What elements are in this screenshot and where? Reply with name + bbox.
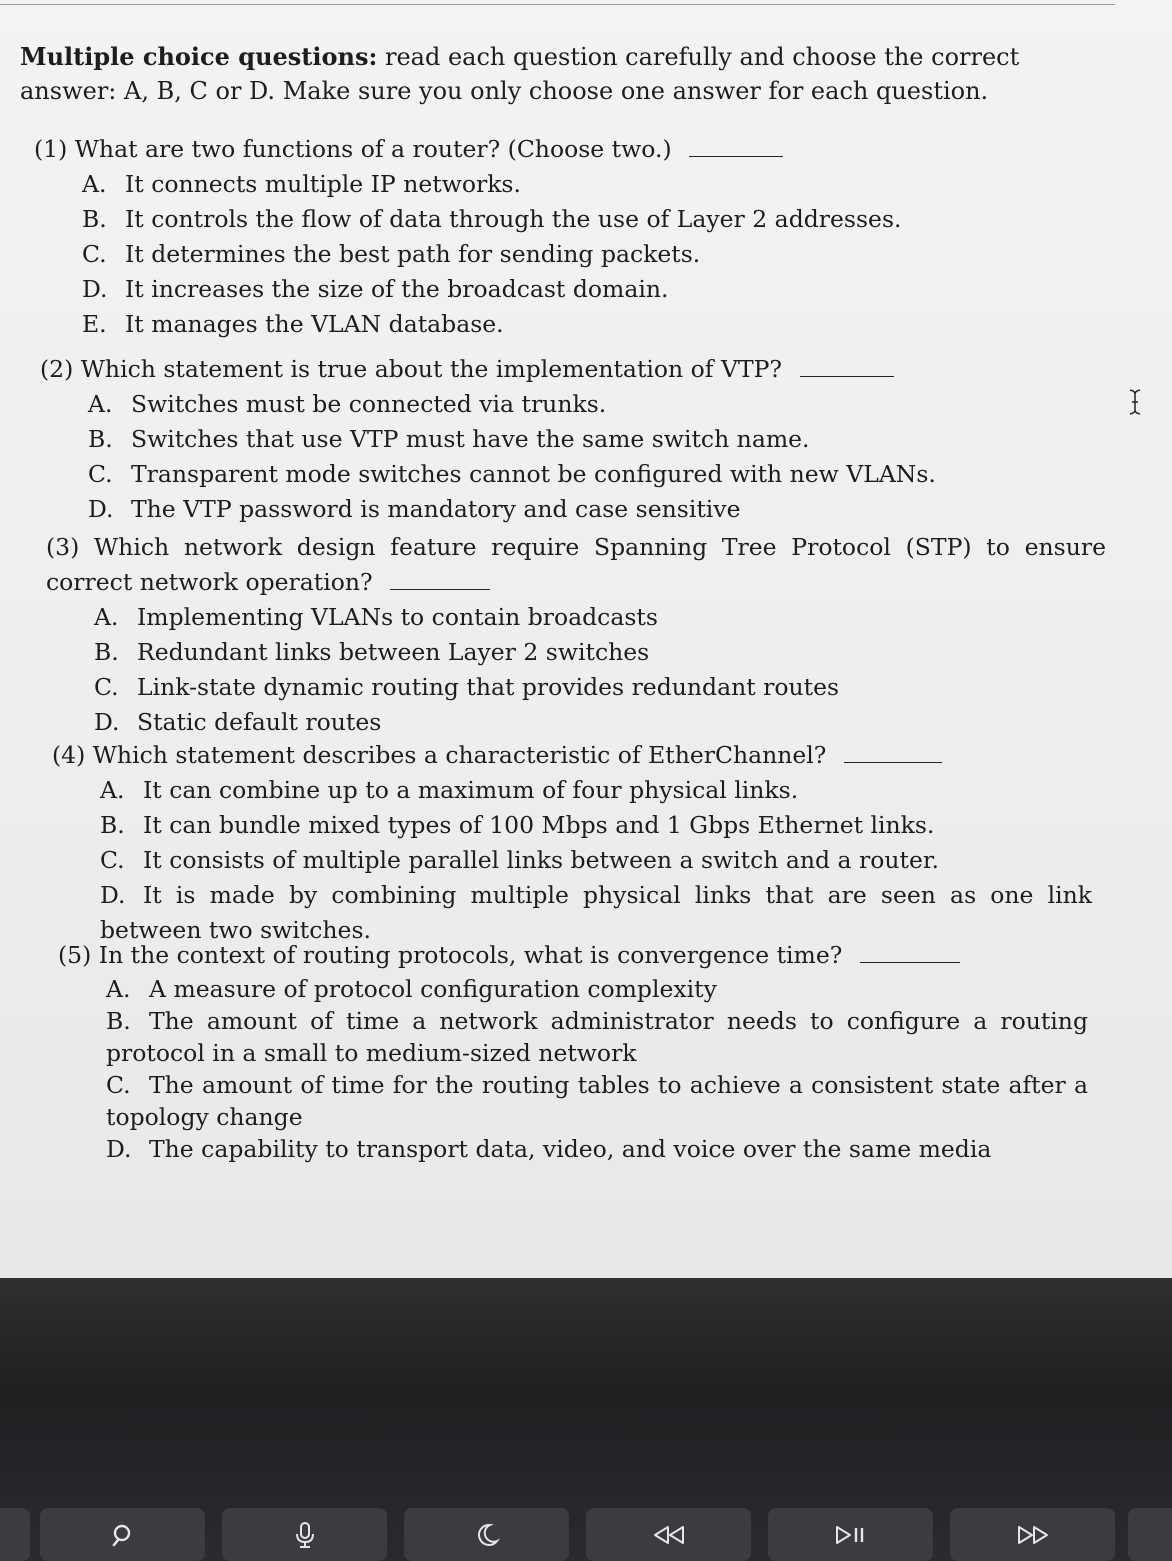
option-letter: E. xyxy=(82,310,107,338)
option-letter: D. xyxy=(82,275,108,303)
option-letter: A. xyxy=(106,975,131,1003)
option-letter: B. xyxy=(94,638,119,666)
option[interactable] xyxy=(58,973,1088,1005)
question-text: In the context of routing protocols, what is convergence time? xyxy=(98,941,843,969)
option[interactable] xyxy=(46,635,1106,670)
option-text: It increases the size of the broadcast domain. xyxy=(125,275,669,303)
microphone-icon xyxy=(293,1521,317,1549)
question-4 xyxy=(52,738,1092,948)
question-number: (5) xyxy=(58,941,92,969)
option-letter: A. xyxy=(82,170,107,198)
option-letter: B. xyxy=(82,205,107,233)
option[interactable] xyxy=(40,457,1120,492)
option-text: Static default routes xyxy=(137,708,382,736)
option-letter: A. xyxy=(94,603,119,631)
option-text: It manages the VLAN database. xyxy=(125,310,504,338)
question-2 xyxy=(40,352,1120,527)
play-pause-icon xyxy=(834,1524,868,1546)
option-letter: B. xyxy=(106,1007,131,1035)
option[interactable] xyxy=(58,1069,1088,1133)
option[interactable] xyxy=(58,1133,1088,1165)
answer-blank[interactable] xyxy=(860,940,960,963)
option[interactable] xyxy=(52,843,1092,878)
text-cursor-icon xyxy=(1128,388,1142,416)
option-text: Redundant links between Layer 2 switches xyxy=(137,638,650,666)
instructions-text: read each question carefully and choose the correct answer: A, B, C or D. Make sure you only choose one answer for each question. xyxy=(20,43,1020,105)
instructions-heading: Multiple choice questions: xyxy=(20,42,378,71)
option[interactable] xyxy=(40,387,1120,422)
option[interactable] xyxy=(40,492,1120,527)
option[interactable] xyxy=(34,307,1114,342)
option[interactable] xyxy=(34,167,1114,202)
search-key[interactable] xyxy=(40,1508,205,1561)
option[interactable] xyxy=(58,1005,1088,1069)
option-text: Switches that use VTP must have the same switch name. xyxy=(131,425,810,453)
option-text: It can bundle mixed types of 100 Mbps and 1 Gbps Ethernet links. xyxy=(143,811,935,839)
option[interactable] xyxy=(40,422,1120,457)
option-text: It controls the flow of data through the use of Layer 2 addresses. xyxy=(125,205,902,233)
fast-forward-key[interactable] xyxy=(950,1508,1115,1561)
rewind-key[interactable] xyxy=(586,1508,751,1561)
option-text: It connects multiple IP networks. xyxy=(125,170,521,198)
option-text: It can combine up to a maximum of four physical links. xyxy=(143,776,799,804)
answer-blank[interactable] xyxy=(844,740,942,763)
option-text: Switches must be connected via trunks. xyxy=(131,390,607,418)
top-divider xyxy=(0,4,1115,5)
question-5 xyxy=(58,938,1088,1165)
option-text: It consists of multiple parallel links between a switch and a router. xyxy=(143,846,939,874)
option-letter: D. xyxy=(88,495,114,523)
option-text: Transparent mode switches cannot be configured with new VLANs. xyxy=(131,460,936,488)
question-number: (3) xyxy=(46,533,80,561)
option-letter: D. xyxy=(94,708,120,736)
answer-blank[interactable] xyxy=(800,354,894,377)
question-text: Which statement describes a characteristic of EtherChannel? xyxy=(92,741,827,769)
question-1 xyxy=(34,132,1114,342)
option-text: Link-state dynamic routing that provides redundant routes xyxy=(137,673,840,701)
question-number: (1) xyxy=(34,135,68,163)
option-letter: B. xyxy=(100,811,125,839)
option-letter: A. xyxy=(88,390,113,418)
option[interactable] xyxy=(46,670,1106,705)
answer-blank[interactable] xyxy=(689,134,783,157)
option-letter: B. xyxy=(88,425,113,453)
question-number: (4) xyxy=(52,741,86,769)
option-letter: D. xyxy=(100,881,126,909)
option-text: The VTP password is mandatory and case sensitive xyxy=(131,495,741,523)
option-text: A measure of protocol configuration complexity xyxy=(149,975,717,1003)
dictation-key[interactable] xyxy=(222,1508,387,1561)
fast-forward-icon xyxy=(1016,1524,1050,1546)
option-text: The capability to transport data, video, and voice over the same media xyxy=(149,1135,992,1163)
option-letter: C. xyxy=(100,846,125,874)
option[interactable] xyxy=(46,600,1106,635)
option-text: It is made by combining multiple physical links that are seen as one link between two switches. xyxy=(100,881,1092,944)
option[interactable] xyxy=(46,705,1106,740)
touchbar-edge-key[interactable] xyxy=(1128,1508,1172,1561)
option-text: Implementing VLANs to contain broadcasts xyxy=(137,603,658,631)
option[interactable] xyxy=(52,773,1092,808)
question-text: Which network design feature require Spanning Tree Protocol (STP) to ensure correct network operation? xyxy=(46,533,1106,596)
option-letter: C. xyxy=(106,1071,131,1099)
option[interactable] xyxy=(34,272,1114,307)
option-text: The amount of time for the routing tables to achieve a consistent state after a topology change xyxy=(106,1071,1088,1131)
option-text: The amount of time a network administrator needs to configure a routing protocol in a small to medium-sized network xyxy=(106,1007,1088,1067)
question-text: Which statement is true about the implementation of VTP? xyxy=(80,355,783,383)
search-icon xyxy=(110,1522,136,1548)
moon-icon xyxy=(474,1522,500,1548)
touch-bar xyxy=(0,1500,1172,1561)
option-letter: D. xyxy=(106,1135,132,1163)
option-letter: C. xyxy=(88,460,113,488)
option-letter: C. xyxy=(82,240,107,268)
instructions xyxy=(20,40,1120,108)
question-text: What are two functions of a router? (Choose two.) xyxy=(74,135,672,163)
question-3 xyxy=(46,530,1106,740)
option-letter: C. xyxy=(94,673,119,701)
option-text: It determines the best path for sending packets. xyxy=(125,240,701,268)
play-pause-key[interactable] xyxy=(768,1508,933,1561)
option[interactable] xyxy=(34,202,1114,237)
do-not-disturb-key[interactable] xyxy=(404,1508,569,1561)
question-number: (2) xyxy=(40,355,74,383)
answer-blank[interactable] xyxy=(390,567,490,590)
touchbar-edge-key[interactable] xyxy=(0,1508,30,1561)
option-letter: A. xyxy=(100,776,125,804)
option[interactable] xyxy=(52,808,1092,843)
rewind-icon xyxy=(652,1524,686,1546)
option[interactable] xyxy=(34,237,1114,272)
